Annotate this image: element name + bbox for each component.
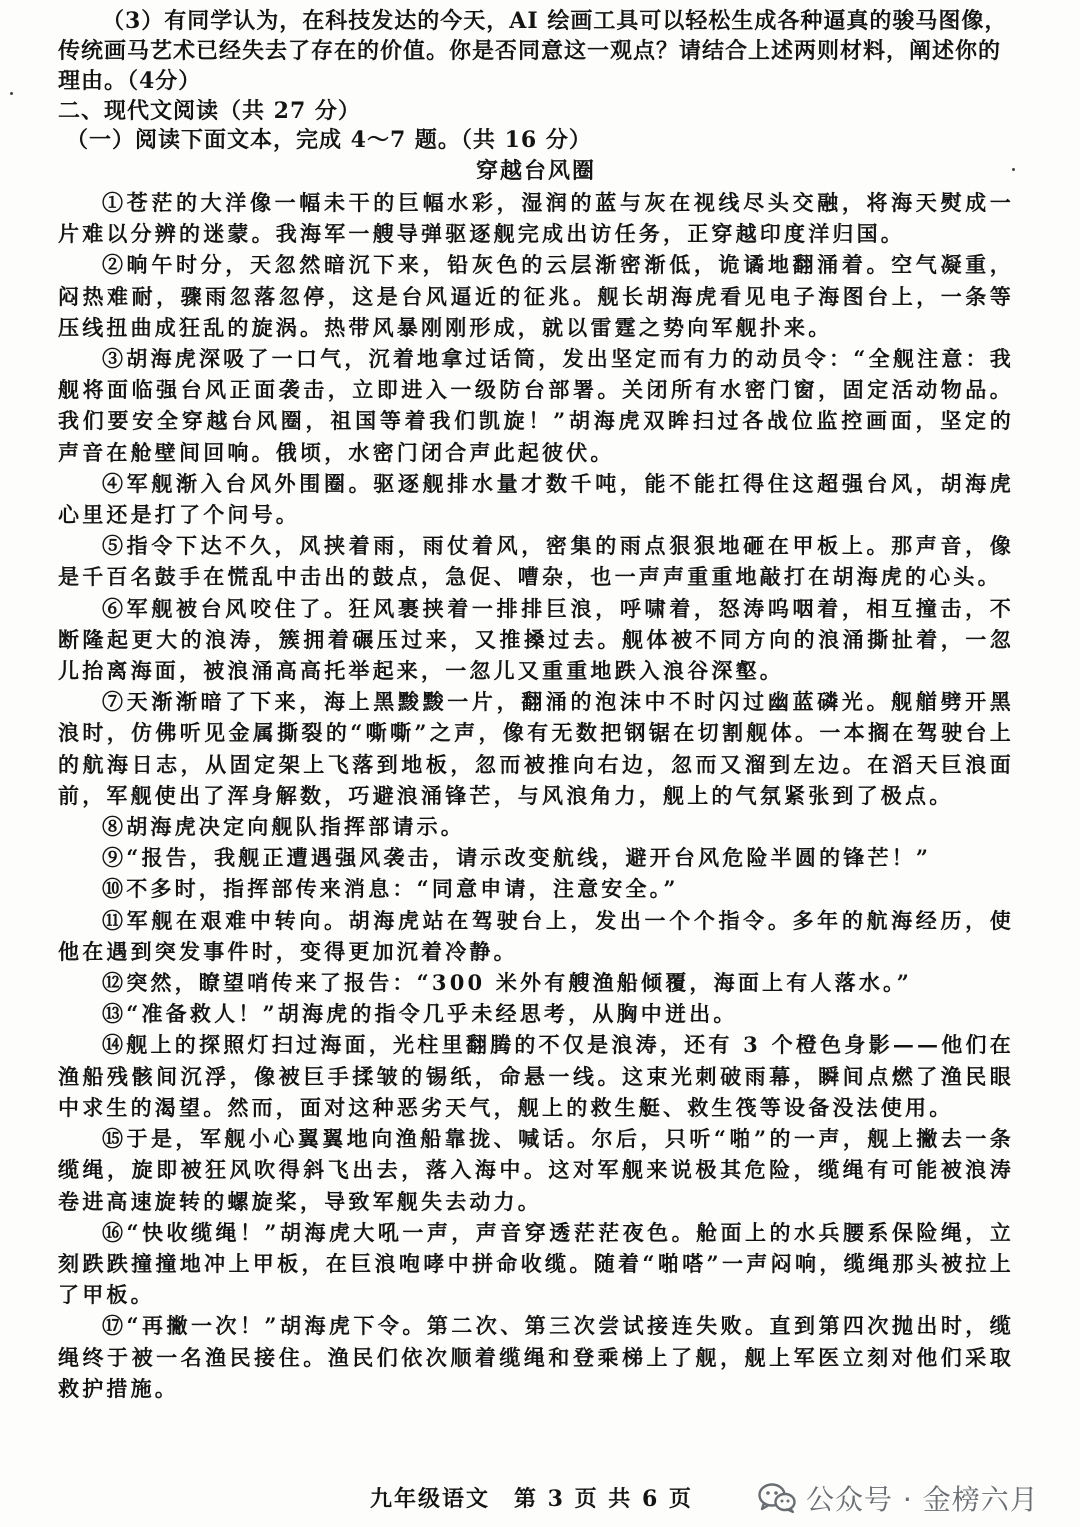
paragraph-8: ⑧胡海虎决定向舰队指挥部请示。 [102, 814, 465, 840]
paragraph-6: ⑥军舰被台风咬住了。狂风裹挟着一排排巨浪，呼啸着，怒涛呜咽着，相互撞击，不断隆起更大的浪涛，簇拥着碾压过来，又推搡过去。舰体被不同方向的浪涌撕扯着，一忽儿抬离海面，被浪涌高高托举起来，一忽儿又重重地跌入浪谷深壑。 [58, 595, 1014, 684]
watermark-text: 公众号 · 金榜六月 [806, 1483, 1039, 1516]
wechat-watermark [758, 1478, 1039, 1518]
paragraph-16: ⑯“快收缆绳！”胡海虎大吼一声，声音穿透茫茫夜色。舱面上的水兵腰系保险绳，立刻跌跌撞撞地冲上甲板，在巨浪咆哮中拼命收缆。随着“啪嗒”一声闷响，缆绳那头被拉上了甲板。 [58, 1219, 1014, 1308]
paragraph-13: ⑬“准备救人！”胡海虎的指令几乎未经思考，从胸中迸出。 [102, 1001, 738, 1027]
paragraph-17: ⑰“再撇一次！”胡海虎下令。第二次、第三次尝试接连失败。直到第四次抛出时，缆绳终于被一名渔民接住。渔民们依次顺着缆绳和登乘梯上了舰，舰上军医立刻对他们采取救护措施。 [58, 1313, 1014, 1401]
page-content [58, 6, 1014, 1404]
paragraph-5: ⑤指令下达不久，风挟着雨，雨仗着风，密集的雨点狠狠地砸在甲板上。那声音，像是千百名鼓手在慌乱中击出的鼓点，急促、嘈杂，也一声声重重地敲打在胡海虎的心头。 [58, 533, 1014, 590]
paragraph-12: ⑫突然，瞭望哨传来了报告：“300 米外有艘渔船倾覆，海面上有人落水。” [102, 970, 913, 996]
article-body [58, 187, 1014, 1404]
paragraph-11: ⑪军舰在艰难中转向。胡海虎站在驾驶台上，发出一个个指令。多年的航海经历，使他在遇到突发事件时，变得更加沉着冷静。 [58, 907, 1014, 964]
paragraph-14: ⑭舰上的探照灯扫过海面，光柱里翻腾的不仅是浪涛，还有 3 个橙色身影——他们在渔船残骸间沉浮，像被巨手揉皱的锡纸，命悬一线。这束光刺破雨幕，瞬间点燃了渔民眼中求生的渴望。然而，面对这种恶劣天气，舰上的救生艇、救生筏等设备没法使用。 [58, 1032, 1014, 1120]
section-heading: 二、现代文阅读（共 27 分） [58, 98, 361, 124]
sub-heading: （一）阅读下面文本，完成 4～7 题。（共 16 分） [66, 127, 592, 153]
paragraph-7: ⑦天渐渐暗了下来，海上黑黢黢一片，翻涌的泡沫中不时闪过幽蓝磷光。舰艏劈开黑浪时，仿佛听见金属撕裂的“嘶嘶”之声，像有无数把钢锯在切割舰体。一本搁在驾驶台上的航海日志，从固定架上飞落到地板，忽而被推向右边，忽而又溜到左边。在滔天巨浪面前，军舰使出了浑身解数，巧避浪涌锋芒，与风浪角力，舰上的气氛紧张到了极点。 [58, 689, 1014, 808]
page-footer [0, 1478, 1080, 1518]
paragraph-10: ⑩不多时，指挥部传来消息：“同意申请，注意安全。” [102, 876, 679, 902]
paragraph-15: ⑮于是，军舰小心翼翼地向渔船靠拢、喊话。尔后，只听“啪”的一声，舰上撇去一条缆绳，旋即被狂风吹得斜飞出去，落入海中。这对军舰来说极其危险，缆绳有可能被浪涛卷进高速旋转的螺旋桨，导致军舰失去动力。 [58, 1126, 1014, 1214]
question-3: （3）有同学认为，在科技发达的今天，AI 绘画工具可以轻松生成各种逼真的骏马图像，传统画马艺术已经失去了存在的价值。你是否同意这一观点？请结合上述两则材料，阐述你的理由。（4分） [58, 8, 1008, 94]
wechat-icon [758, 1482, 796, 1514]
page-number: 九年级语文 第 3 页 共 6 页 [370, 1486, 693, 1512]
article-title: 穿越台风圈 [475, 158, 596, 184]
paragraph-4: ④军舰渐入台风外围圈。驱逐舰排水量才数千吨，能不能扛得住这超强台风，胡海虎心里还是打了个问号。 [58, 470, 1014, 528]
paragraph-2: ②晌午时分，天忽然暗沉下来，铅灰色的云层渐密渐低，诡谲地翻涌着。空气凝重，闷热难耐，骤雨忽落忽停，这是台风逼近的征兆。舰长胡海虎看见电子海图台上，一条等压线扭曲成狂乱的旋涡。热带风暴刚刚形成，就以雷霆之势向军舰扑来。 [58, 252, 1014, 340]
paragraph-1: ①苍茫的大洋像一幅未干的巨幅水彩，湿润的蓝与灰在视线尽头交融，将海天熨成一片难以分辨的迷蒙。我海军一艘导弹驱逐舰完成出访任务，正穿越印度洋归国。 [58, 190, 1014, 247]
scan-speck [10, 92, 13, 95]
paragraph-9: ⑨“报告，我舰正遭遇强风袭击，请示改变航线，避开台风危险半圆的锋芒！” [102, 845, 932, 871]
paragraph-3: ③胡海虎深吸了一口气，沉着地拿过话筒，发出坚定而有力的动员令：“全舰注意：我舰将面临强台风正面袭击，立即进入一级防台部署。关闭所有水密门窗，固定活动物品。我们要安全穿越台风圈，祖国等着我们凯旋！”胡海虎双眸扫过各战位监控画面，坚定的声音在舱壁间回响。俄顷，水密门闭合声此起彼伏。 [58, 346, 1014, 465]
